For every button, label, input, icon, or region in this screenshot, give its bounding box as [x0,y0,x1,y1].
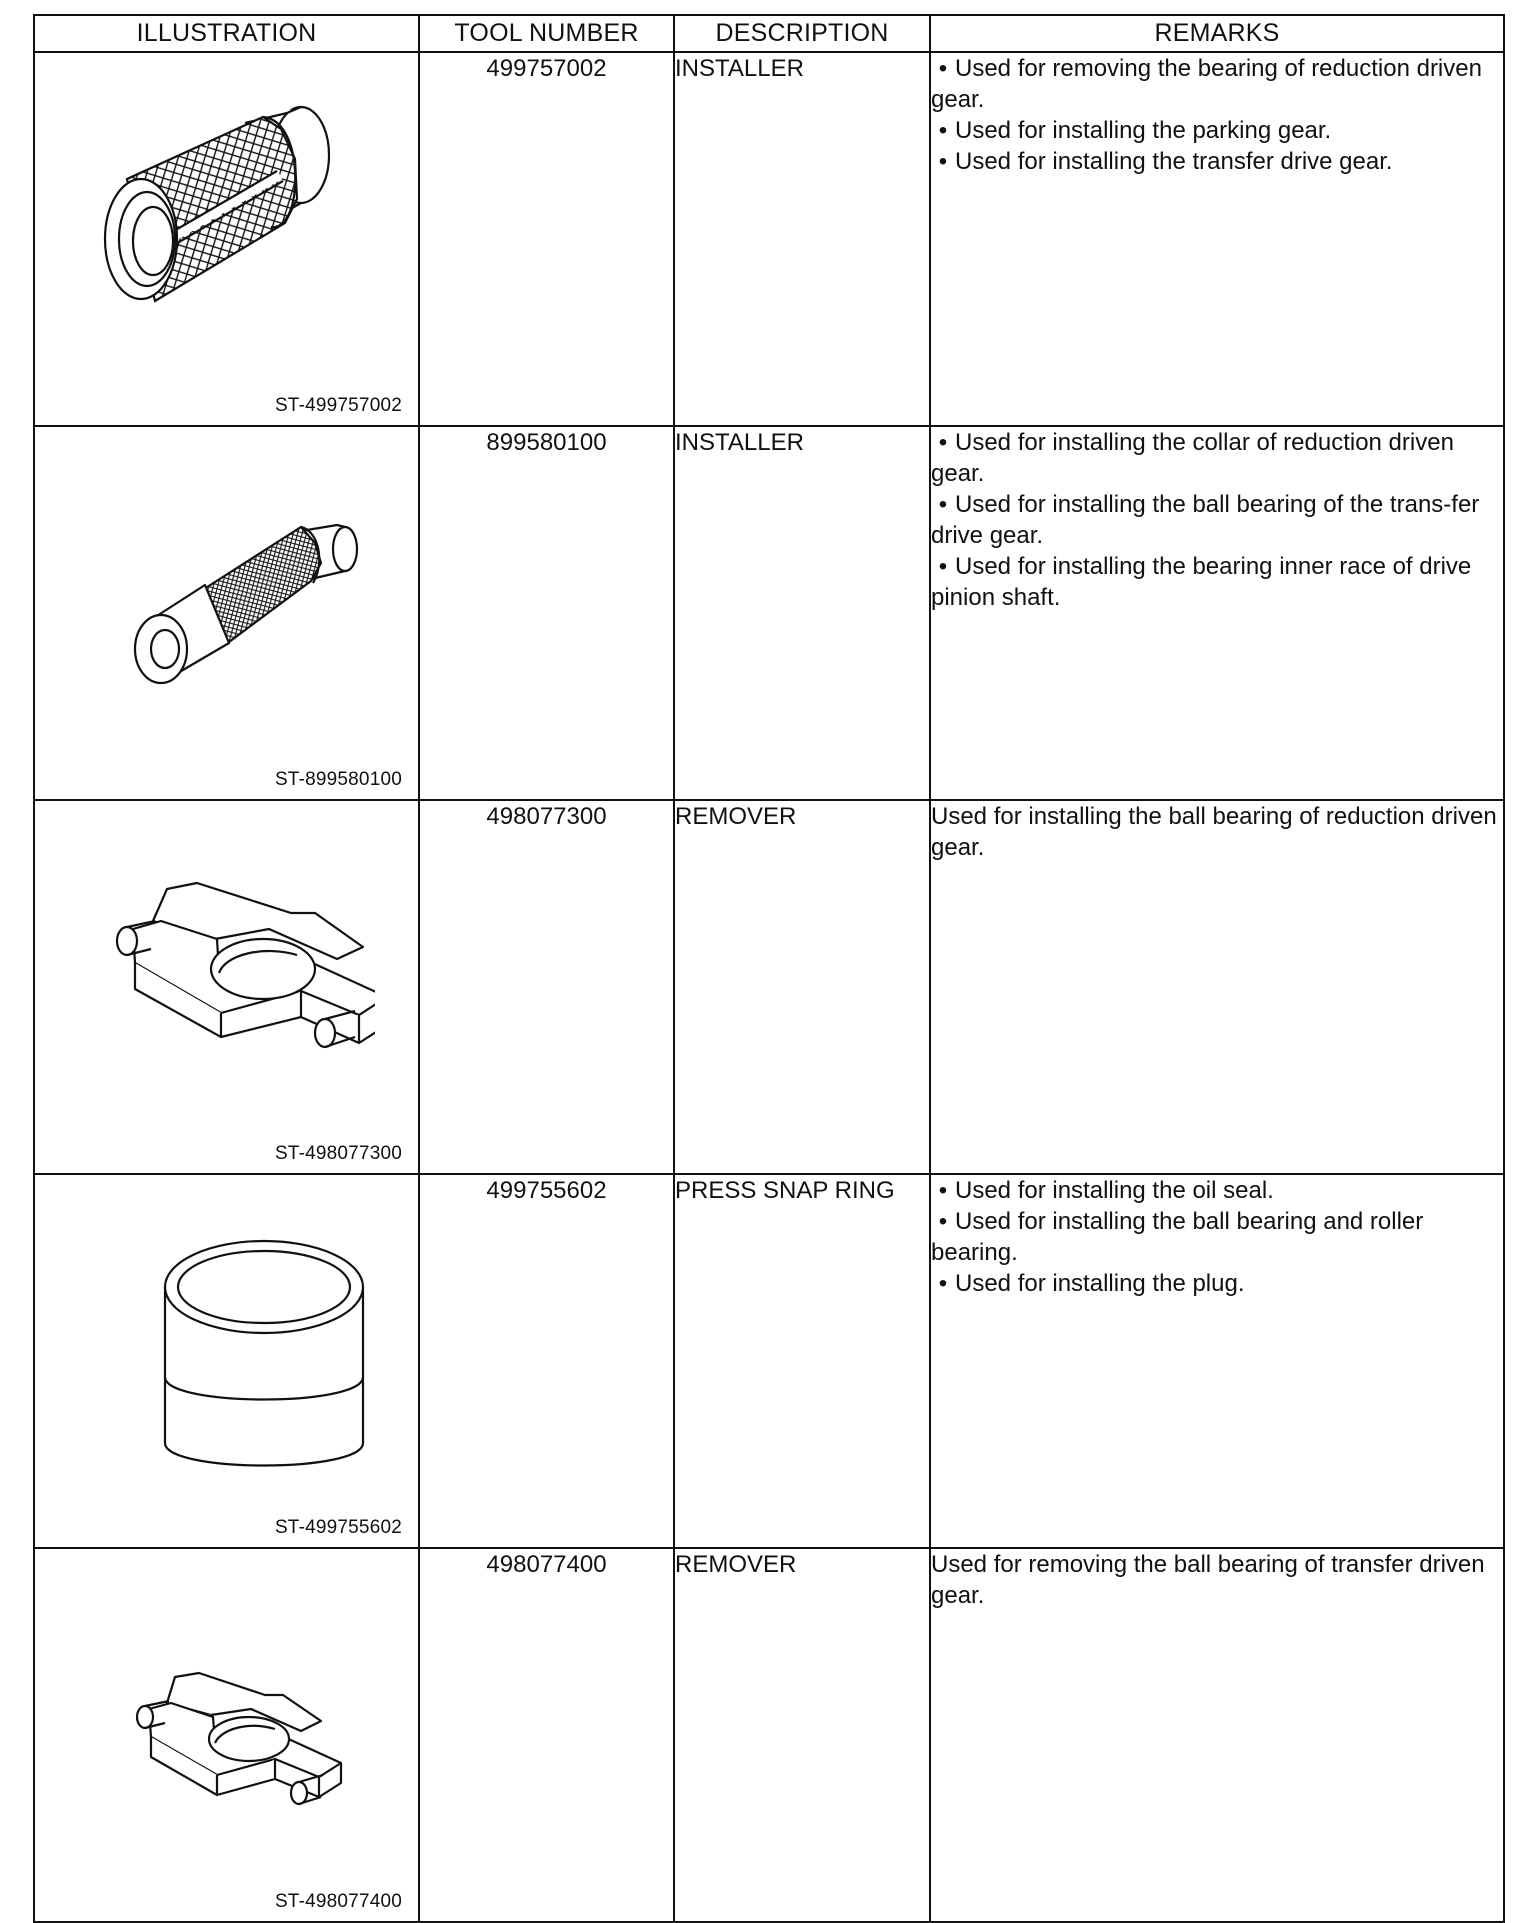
remover-split-clamp-illustration [75,837,375,1097]
header-description: DESCRIPTION [674,15,930,52]
tool-remarks: Used for removing the ball bearing of transfer driven gear. [930,1548,1504,1922]
header-illustration: ILLUSTRATION [34,15,419,52]
remark-item: • Used for installing the transfer drive gear. [938,148,1393,175]
tool-remarks [930,426,1504,800]
header-remarks: REMARKS [930,15,1504,52]
remark-item: • Used for installing the collar of reduction driven gear. [931,429,1454,487]
press-snap-ring-illustration [75,1211,375,1471]
special-tools-table [33,14,1505,1923]
illustration-label: ST-499755602 [274,1517,402,1538]
table-row [34,1174,1504,1548]
tool-description: REMOVER [674,800,930,1174]
tool-number: 499757002 [419,52,674,426]
tool-description: PRESS SNAP RING [674,1174,930,1548]
illustration-label: ST-498077300 [274,1143,402,1164]
remark-item: • Used for removing the bearing of reduction driven gear. [931,55,1482,113]
tool-number: 499755602 [419,1174,674,1548]
tool-remarks: Used for installing the ball bearing of reduction driven gear. [930,800,1504,1174]
tool-description: REMOVER [674,1548,930,1922]
tool-number: 899580100 [419,426,674,800]
installer-knurled-shaft-illustration [75,463,375,723]
illustration-label: ST-899580100 [274,769,402,790]
tool-remarks [930,52,1504,426]
illustration-label: ST-499757002 [274,395,402,416]
table-row [34,1548,1504,1922]
installer-knurled-sleeve-illustration [75,89,375,349]
table-header-row [34,15,1504,52]
tool-description: INSTALLER [674,426,930,800]
illustration-cell [34,1174,419,1548]
table-row [34,52,1504,426]
header-tool-number: TOOL NUMBER [419,15,674,52]
illustration-cell [34,800,419,1174]
illustration-cell [34,52,419,426]
table-row [34,800,1504,1174]
remover-split-clamp-small-illustration [75,1585,375,1845]
tool-number: 498077300 [419,800,674,1174]
tool-number: 498077400 [419,1548,674,1922]
remark-item: • Used for installing the ball bearing and roller bearing. [931,1208,1424,1266]
remark-item: • Used for installing the parking gear. [938,117,1332,144]
remark-item: • Used for installing the oil seal. [938,1177,1274,1204]
illustration-label: ST-498077400 [274,1891,402,1912]
remark-item: • Used for installing the plug. [938,1270,1245,1297]
illustration-cell [34,1548,419,1922]
tool-remarks [930,1174,1504,1548]
remark-item: • Used for installing the ball bearing of the trans-fer drive gear. [931,491,1480,549]
tool-description: INSTALLER [674,52,930,426]
table-row [34,426,1504,800]
illustration-cell [34,426,419,800]
special-tools-page [33,14,1503,1923]
remark-item: • Used for installing the bearing inner race of drive pinion shaft. [931,553,1472,611]
